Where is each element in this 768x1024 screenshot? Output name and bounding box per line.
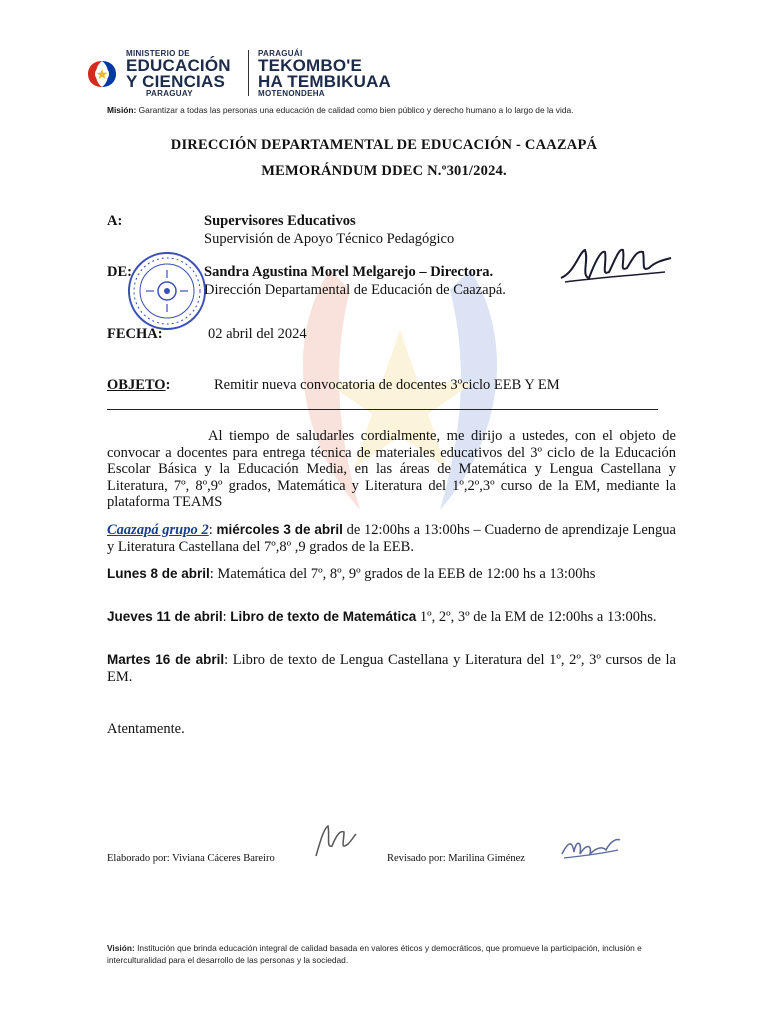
- schedule-4-detail: : Libro de texto de Lengua Castellana y Literatura del 1º, 2º, 3º cursos de la EM.: [107, 652, 676, 685]
- closing-text: Atentamente.: [107, 721, 185, 737]
- subject-colon: :: [165, 377, 171, 393]
- guarani-line1: PARAGUÁI: [258, 49, 303, 58]
- schedule-3-book: Libro de texto de Matemática: [230, 609, 417, 624]
- revisado-by: Revisado por: Marilina Giménez: [387, 853, 525, 864]
- elaborado-by: Elaborado por: Viviana Cáceres Bareiro: [107, 853, 275, 864]
- from-department: Dirección Departamental de Educación de Caazapá.: [204, 282, 506, 298]
- subject-label-wrap: [107, 377, 170, 394]
- schedule-2-detail: : Matemática del 7º, 8º, 9º grados de la EEB de 12:00 hs a 13:00hs: [209, 566, 596, 582]
- to-label: A:: [107, 213, 123, 229]
- schedule-1-detail: de 12:00hs a 13:00hs – Cuaderno de aprendizaje Lengua y Literatura Castellana del 7º,8º ,9 grados de la EEB.: [107, 522, 676, 555]
- schedule-item-1: [107, 522, 676, 555]
- schedule-item-2: [107, 566, 676, 583]
- from-sender: Sandra Agustina Morel Melgarejo – Directora.: [204, 264, 494, 280]
- memorandum-number: MEMORÁNDUM DDEC N.º301/2024.: [261, 163, 507, 179]
- paraguay-flag-logo-icon: [84, 58, 120, 90]
- date-value: 02 abril del 2024: [208, 326, 307, 342]
- ministry-line2: EDUCACIÓN: [126, 56, 231, 75]
- vision-label: Visión:: [107, 943, 135, 953]
- ministry-line3: Y CIENCIAS: [126, 72, 225, 91]
- document-heading: DIRECCIÓN DEPARTAMENTAL DE EDUCACIÓN - CAAZAPÁ: [170, 137, 598, 153]
- schedule-1-day: miércoles 3 de abril: [216, 522, 343, 537]
- guarani-line2: TEKOMBO'E: [258, 56, 363, 75]
- guarani-wordmark: [258, 50, 391, 98]
- header-divider: [248, 50, 249, 96]
- schedule-group-label: Caazapá grupo 2: [107, 522, 209, 538]
- mision-statement: [107, 104, 667, 116]
- vision-text: Institución que brinda educación integral de calidad basada en valores éticos y democráticos, que promueve la participación, inclusión e interculturalidad para el desarrollo de las personas y la sociedad.: [107, 943, 642, 965]
- date-label: FECHA:: [107, 326, 163, 342]
- revisado-signature-icon: [558, 832, 624, 866]
- schedule-4-day: Martes 16 de abril: [107, 652, 225, 667]
- vision-statement: [107, 942, 667, 966]
- to-department: Supervisión de Apoyo Técnico Pedagógico: [204, 231, 455, 247]
- intro-paragraph: Al tiempo de saludarles cordialmente, me dirijo a ustedes, con el objeto de convocar a docentes para entrega técnica de materiales educativos del 3º ciclo de la Educación Escolar Básica y la Educación Media, en las áreas de Matemática y Lengua Castellana y Literatura, 7º, 8º,9º grados, Matemática y Literatura del 1º,2º,3º curso de la EM, mediante la plataforma TEAMS: [107, 428, 676, 510]
- schedule-item-4: [107, 652, 676, 685]
- schedule-3-detail: 1º, 2º, 3º de la EM de 12:00hs a 13:00hs.: [416, 609, 657, 625]
- mision-text: Garantizar a todas las personas una educación de calidad como bien público y derecho humano a lo largo de la vida.: [138, 105, 574, 115]
- official-seal-icon: [126, 250, 208, 332]
- subject-underline: [107, 409, 658, 410]
- from-label: DE:: [107, 264, 132, 280]
- mision-label: Misión:: [107, 105, 137, 115]
- guarani-line4: MOTENONDEHA: [258, 89, 325, 98]
- subject-label: OBJETO: [107, 377, 166, 393]
- to-recipient: Supervisores Educativos: [204, 213, 356, 229]
- subject-value: Remitir nueva convocatoria de docentes 3ºciclo EEB Y EM: [214, 377, 560, 393]
- schedule-item-3: [107, 609, 676, 626]
- ministry-line4: PARAGUAY: [146, 89, 193, 98]
- elaborado-signature-icon: [310, 822, 360, 862]
- schedule-3-colon: :: [222, 609, 231, 625]
- schedule-1-colon: :: [208, 522, 217, 538]
- ministry-line1: MINISTERIO DE: [126, 49, 190, 58]
- guarani-line3: HA TEMBIKUAA: [258, 72, 392, 91]
- schedule-2-day: Lunes 8 de abril: [107, 566, 210, 581]
- ministry-wordmark: [126, 50, 231, 98]
- schedule-3-day: Jueves 11 de abril: [107, 609, 223, 624]
- director-signature-icon: [555, 242, 675, 290]
